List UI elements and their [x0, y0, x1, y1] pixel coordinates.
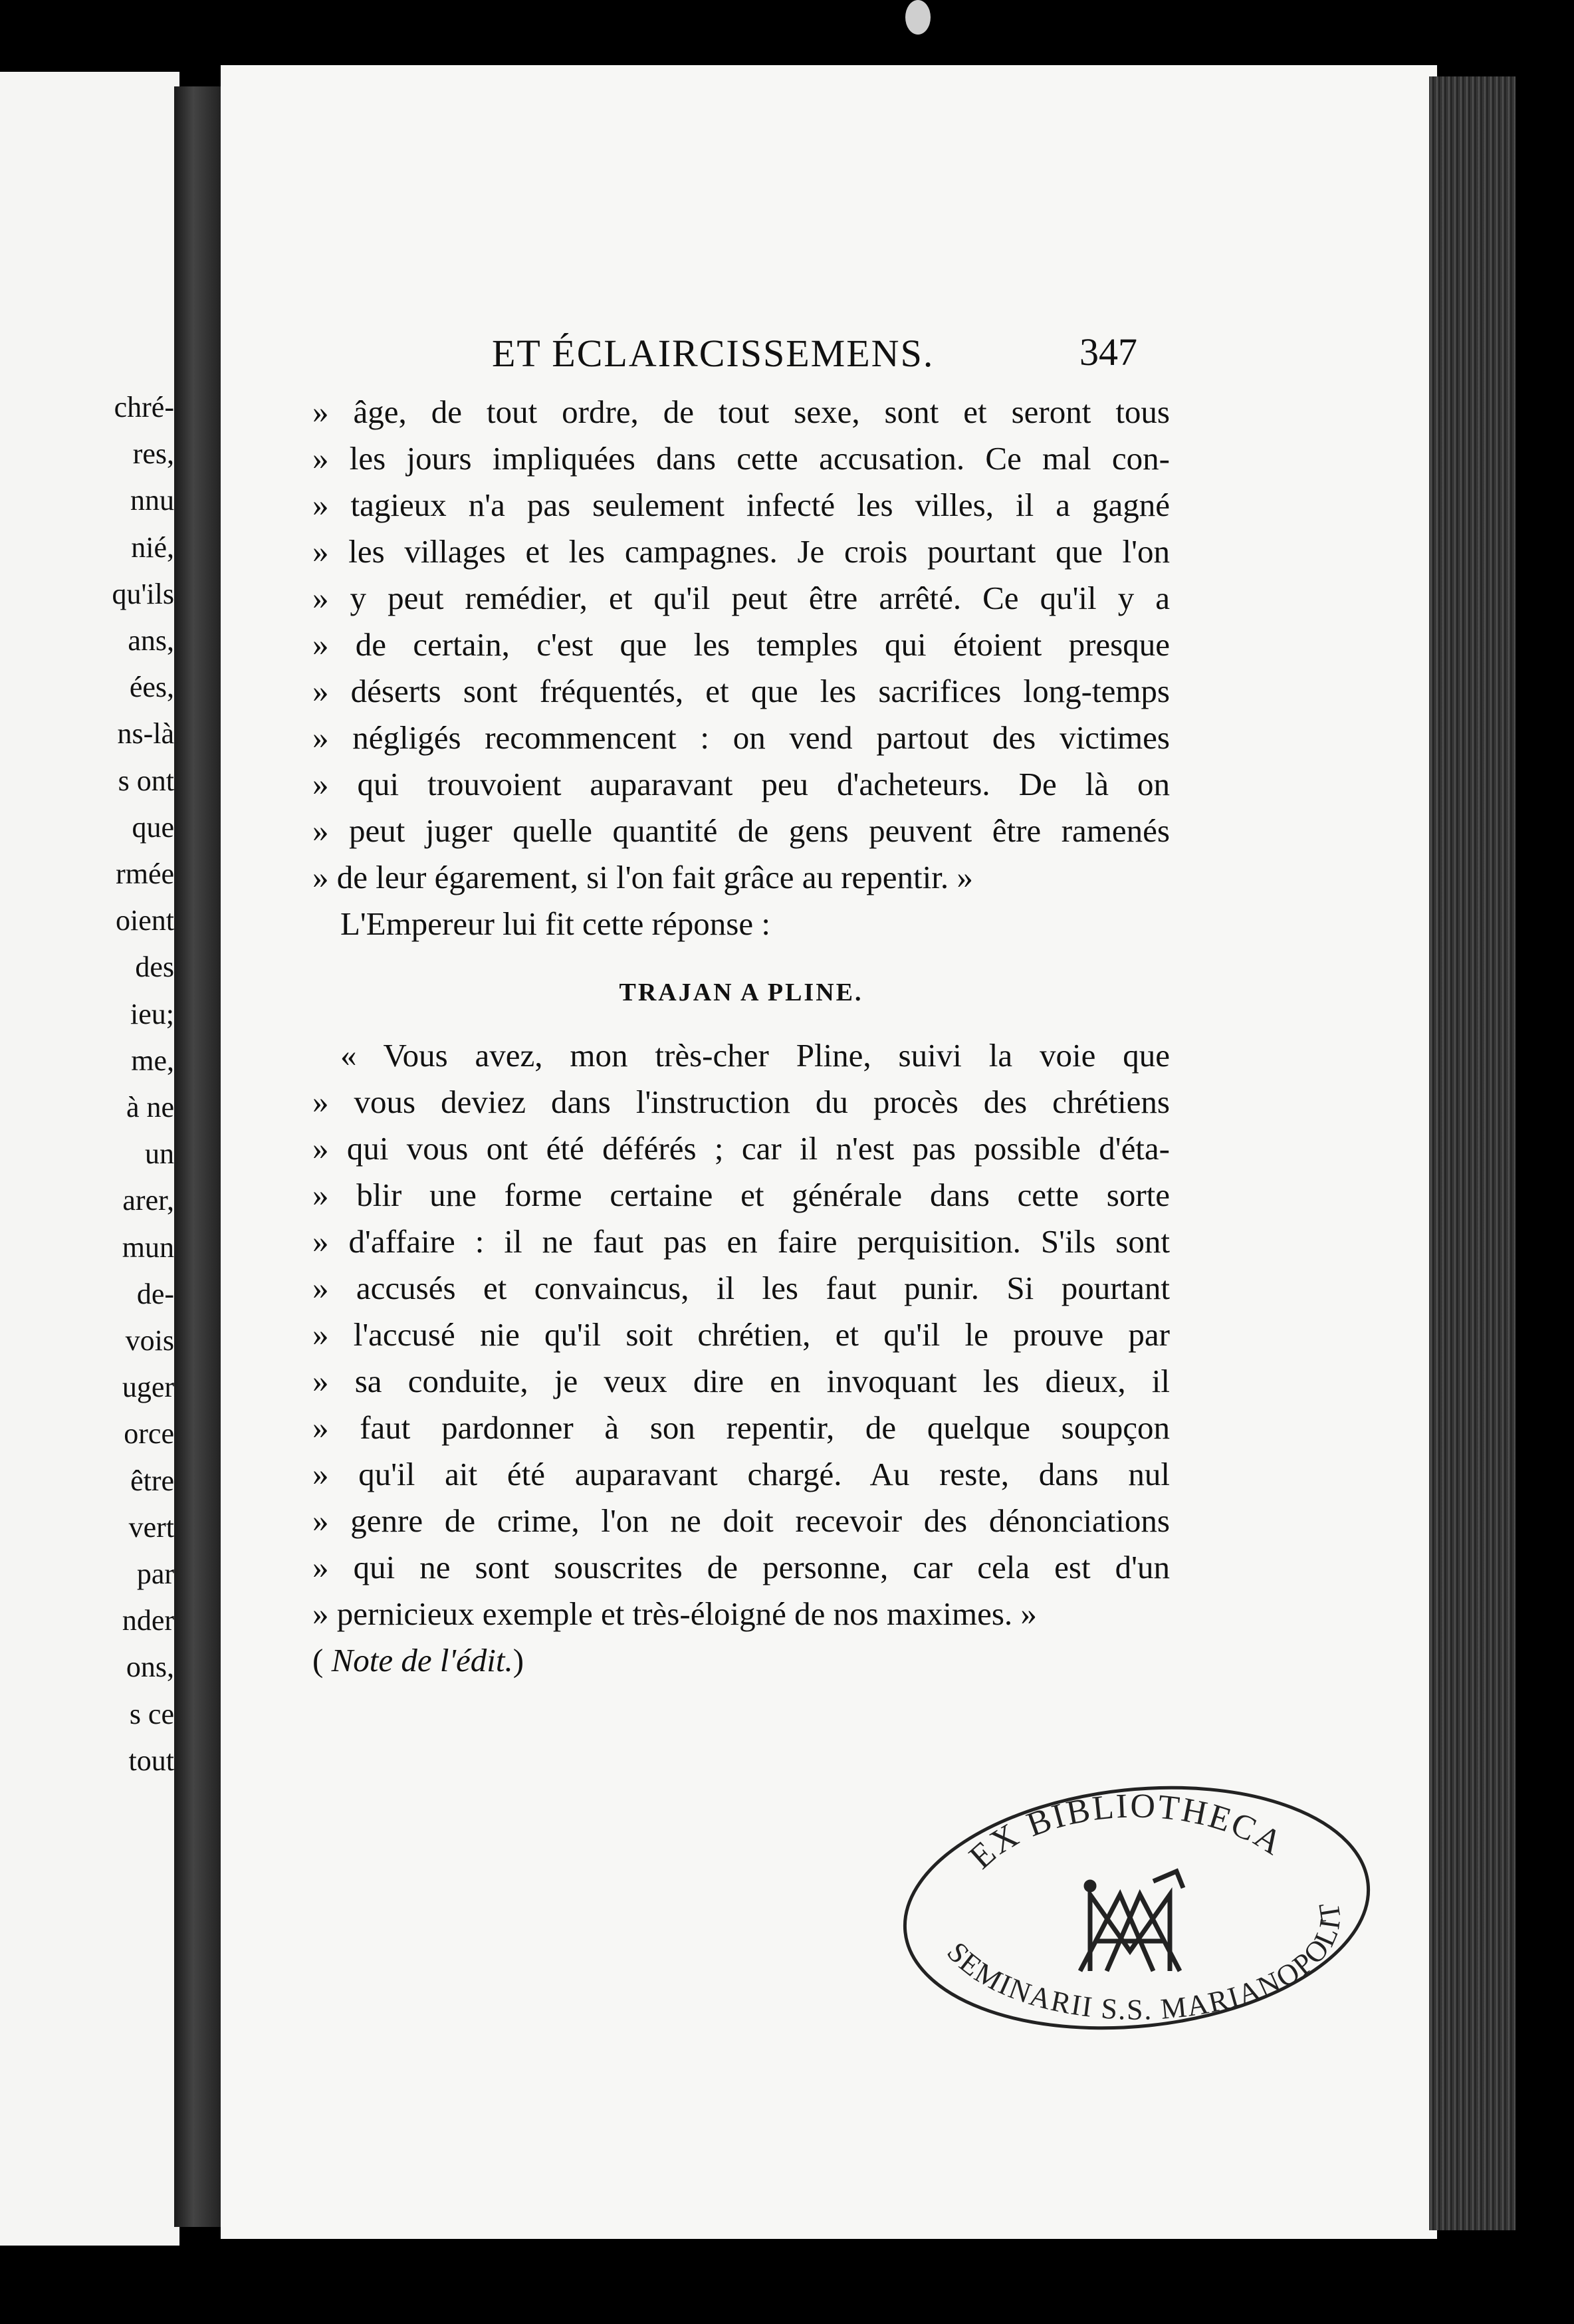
scan-artifact — [905, 0, 931, 35]
text-fragment: être — [130, 1464, 174, 1497]
editor-note — [312, 1637, 1170, 1684]
text-line: » l'accusé nie qu'il soit chrétien, et qu'il le prouve par — [312, 1316, 1170, 1353]
text-line: » d'affaire : il ne faut pas en faire perquisition. S'ils sont — [312, 1223, 1170, 1260]
text-line: » qui vous ont été déférés ; car il n'est pas possible d'éta- — [312, 1130, 1170, 1167]
note-close: ) — [512, 1642, 524, 1679]
text-line: » pernicieux exemple et très-éloigné de nos maximes. » — [312, 1595, 1037, 1632]
text-fragment: res, — [132, 437, 174, 471]
text-fragment: uger — [122, 1371, 174, 1404]
text-fragment: rmée — [116, 858, 174, 891]
text-line: » faut pardonner à son repentir, de quelque soupçon — [312, 1409, 1170, 1446]
text-fragment: me, — [131, 1044, 174, 1077]
text-fragment: ons, — [126, 1651, 174, 1684]
text-line: » déserts sont fréquentés, et que les sacrifices long-temps — [312, 673, 1170, 709]
text-line: » tagieux n'a pas seulement infecté les villes, il a gagné — [312, 487, 1170, 523]
text-fragment: tout — [128, 1744, 174, 1777]
text-line: » sa conduite, je veux dire en invoquant les dieux, il — [312, 1363, 1170, 1399]
text-fragment: vois — [125, 1324, 174, 1357]
text-fragment: à ne — [126, 1091, 174, 1124]
section-heading: TRAJAN A PLINE. — [619, 979, 863, 1006]
text-fragment: nnu — [130, 484, 174, 517]
text-fragment: ns-là — [117, 717, 174, 751]
stamp-top-text: EX BIBLIOTHECA — [962, 1787, 1291, 1877]
text-fragment: de- — [136, 1277, 174, 1310]
text-fragment: par — [136, 1558, 174, 1591]
text-fragment: s ce — [129, 1697, 174, 1730]
text-fragment: qu'ils — [112, 577, 174, 610]
text-fragment: ieu; — [130, 997, 174, 1030]
book-gutter — [174, 86, 222, 2227]
text-line: » qui trouvoient auparavant peu d'acheteurs. De là on — [312, 766, 1170, 802]
text-fragment: nder — [122, 1604, 174, 1637]
text-line: « Vous avez, mon très-cher Pline, suivi la voie que — [340, 1037, 1170, 1074]
running-head: ET ÉCLAIRCISSEMENS. — [492, 332, 935, 375]
page-number: 347 — [1079, 330, 1137, 374]
text-line: » qu'il ait été auparavant chargé. Au reste, dans nul — [312, 1456, 1170, 1492]
note-open: ( — [312, 1642, 332, 1679]
text-fragment: que — [132, 810, 174, 844]
intro-line: L'Empereur lui fit cette réponse : — [340, 905, 770, 942]
monogram-icon — [1080, 1871, 1183, 1971]
previous-page-text — [112, 384, 175, 1784]
text-line: » qui ne sont souscrites de personne, car cela est d'un — [312, 1549, 1170, 1585]
text-line: » y peut remédier, et qu'il peut être arrêté. Ce qu'il y a — [312, 580, 1170, 616]
text-fragment: nié, — [131, 530, 174, 564]
text-fragment: un — [145, 1137, 174, 1171]
note-text: Note de l'édit. — [331, 1642, 513, 1679]
text-line: » peut juger quelle quantité de gens peuvent être ramenés — [312, 812, 1170, 849]
stamp-bottom-text: SEMINARII S.S. MARIANOPOLIT — [941, 1899, 1347, 2026]
paragraph-pliny-letter — [312, 389, 1170, 901]
text-line: » genre de crime, l'on ne doit recevoir des dénonciations — [312, 1502, 1170, 1539]
text-line: » les jours impliquées dans cette accusation. Ce mal con- — [312, 440, 1170, 477]
text-line: » négligés recommencent : on vend partout des victimes — [312, 719, 1170, 756]
text-line: » de leur égarement, si l'on fait grâce au repentir. » — [312, 859, 973, 895]
text-line: » les villages et les campagnes. Je crois pourtant que l'on — [312, 533, 1170, 570]
text-fragment: arer, — [122, 1184, 174, 1217]
text-fragment: ées, — [129, 671, 174, 704]
text-line: » accusés et convaincus, il les faut punir. Si pourtant — [312, 1270, 1170, 1306]
text-fragment: ans, — [128, 624, 174, 657]
text-line: » blir une forme certaine et générale dans cette sorte — [312, 1177, 1170, 1213]
paragraph-trajan-reply — [312, 1032, 1170, 1637]
text-line: » de certain, c'est que les temples qui étoient presque — [312, 626, 1170, 663]
library-stamp — [891, 1772, 1383, 2051]
text-fragment: s ont — [118, 764, 174, 797]
page-edges — [1429, 76, 1516, 2230]
text-line: » âge, de tout ordre, de tout sexe, sont et seront tous — [312, 394, 1170, 430]
text-line: » vous deviez dans l'instruction du procès des chrétiens — [312, 1084, 1170, 1120]
text-fragment: orce — [124, 1417, 174, 1451]
text-fragment: oient — [116, 904, 174, 937]
text-fragment: des — [135, 951, 174, 984]
body-text — [312, 389, 1170, 1684]
text-fragment: vert — [128, 1510, 174, 1544]
previous-page — [0, 72, 179, 2246]
text-fragment: mun — [122, 1230, 174, 1264]
text-fragment: chré- — [114, 391, 174, 423]
